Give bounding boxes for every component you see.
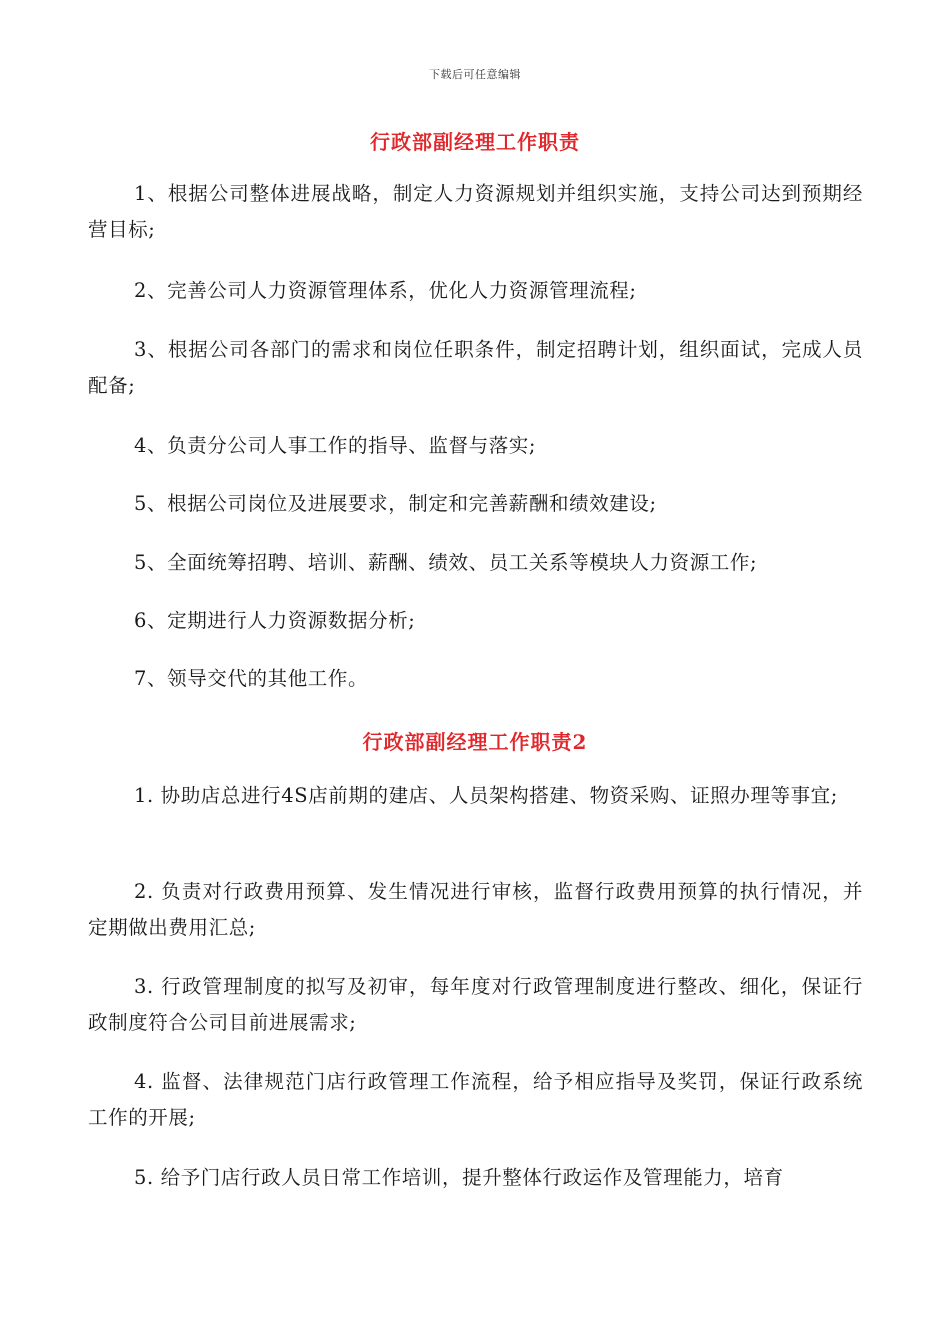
duty-item-1: 1、根据公司整体进展战略，制定人力资源规划并组织实施，支持公司达到预期经营目标; (88, 182, 863, 241)
section-title-1: 行政部副经理工作职责 (370, 130, 580, 154)
duty-item-4: 4、负责分公司人事工作的指导、监督与落实; (134, 434, 537, 457)
duty-item-8: 7、领导交代的其他工作。 (134, 667, 369, 690)
duty2-item-3: 3. 行政管理制度的拟写及初审，每年度对行政管理制度进行整改、细化，保证行政制度符合公司目前进展需求; (88, 975, 863, 1034)
duty2-item-1: 1. 协助店总进行4S店前期的建店、人员架构搭建、物资采购、证照办理等事宜; (134, 784, 838, 807)
duty2-item-5: 5. 给予门店行政人员日常工作培训，提升整体行政运作及管理能力，培育 (134, 1166, 784, 1189)
duty-item-3: 3、根据公司各部门的需求和岗位任职条件，制定招聘计划，组织面试，完成人员配备; (88, 338, 863, 397)
header-note: 下载后可任意编辑 (429, 68, 521, 81)
duty-item-2: 2、完善公司人力资源管理体系，优化人力资源管理流程; (134, 279, 637, 302)
duty-item-6: 5、全面统筹招聘、培训、薪酬、绩效、员工关系等模块人力资源工作; (134, 551, 758, 574)
duty-item-5: 5、根据公司岗位及进展要求，制定和完善薪酬和绩效建设; (134, 492, 657, 515)
duty2-item-4: 4. 监督、法律规范门店行政管理工作流程，给予相应指导及奖罚，保证行政系统工作的开展; (88, 1070, 863, 1129)
duty-item-7: 6、定期进行人力资源数据分析; (134, 609, 416, 632)
duty2-item-2: 2. 负责对行政费用预算、发生情况进行审核，监督行政费用预算的执行情况，并定期做出费用汇总; (88, 880, 863, 939)
section-title-2: 行政部副经理工作职责2 (362, 730, 588, 754)
